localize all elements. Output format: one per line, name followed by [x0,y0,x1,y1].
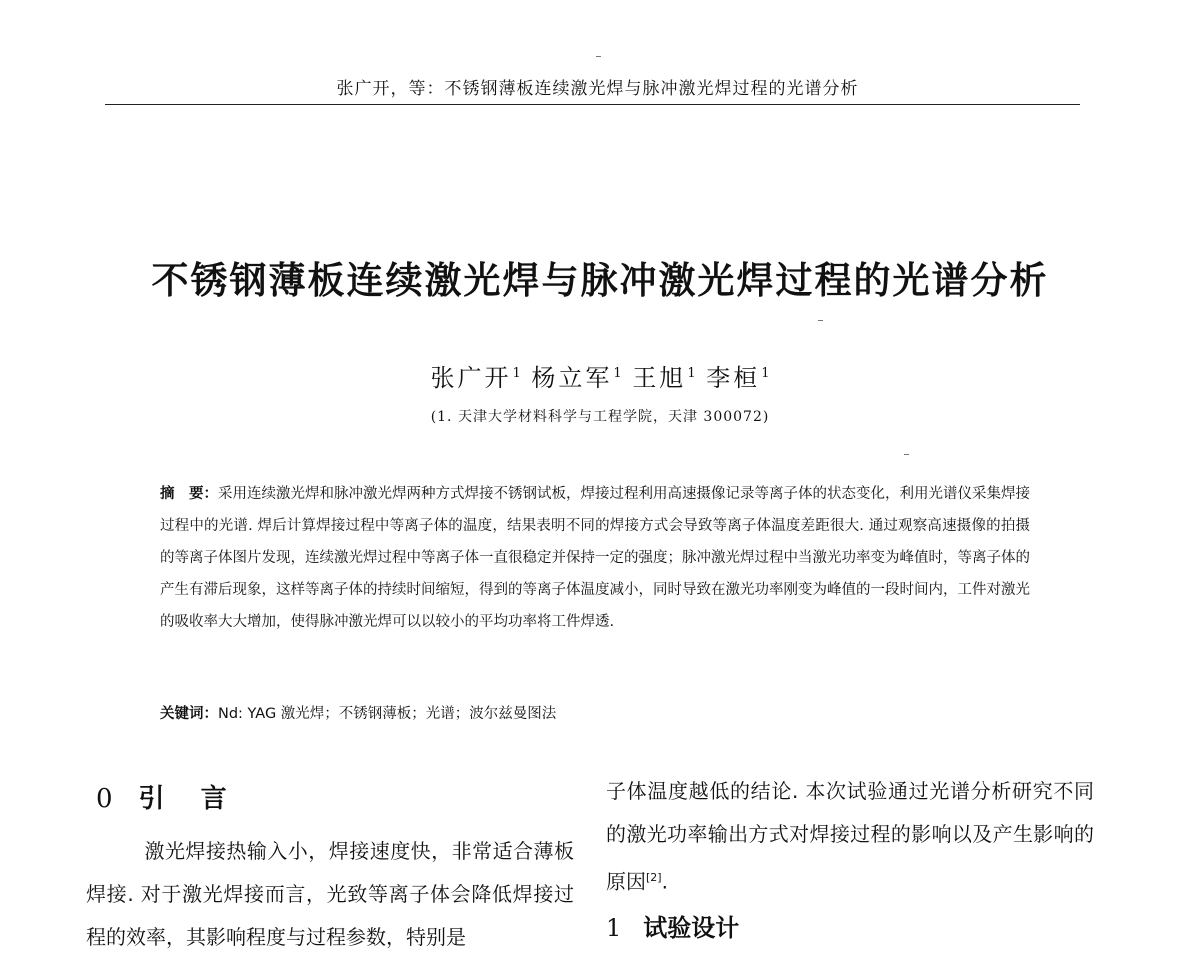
right-column-paragraph [606,770,1094,904]
abstract [160,478,1030,638]
scan-speck [818,320,823,321]
scan-speck [596,56,601,57]
author-list [300,358,900,393]
section-title-part: 引 [138,784,165,814]
keywords-label: 关键词： [160,706,218,722]
abstract-label: 摘 要： [160,486,218,502]
abstract-text: 采用连续激光焊和脉冲激光焊两种方式焊接不锈钢试板，焊接过程利用高速摄像记录等离子体的状态变化，利用光谱仪采集焊接过程中的光谱. 焊后计算焊接过程中等离子体的温度，结果表明不同的焊接方式会导致等离子体温度差距很大. 通过观察高速摄像的拍摄的等离子体图片发现，连续激光焊过程中等离子体一直很稳定并保持一定的强度；脉冲激光焊过程中当激光功率变为峰值时，等离子体的产生有滞后现象，这样等离子体的持续时间缩短，得到的等离子体温度减小，同时导致在激光功率刚变为峰值的一段时间内，工件对激光的吸收率大大增加，使得脉冲激光焊可以以较小的平均功率将工件焊透. [160,486,1030,630]
author-affiliation-mark: 1 [613,366,622,381]
section-title-part: 言 [200,784,227,814]
running-header: 张广开，等：不锈钢薄板连续激光焊与脉冲激光焊过程的光谱分析 [336,79,859,99]
section-heading-experiment-design [606,908,739,943]
scan-speck [904,454,909,455]
author-name: 杨立军 [531,364,613,392]
section-number: 1 [606,914,622,942]
author-name: 王旭 [632,364,687,392]
section-heading-introduction [96,778,227,815]
citation: [2] [646,871,662,884]
author-affiliation-mark: 1 [761,366,770,381]
affiliation: (1. 天津大学材料科学与工程学院，天津 300072) [430,409,770,425]
section-title: 试验设计 [643,914,740,942]
author-name: 李桓 [706,364,761,392]
header-rule [105,104,1080,105]
paragraph-text: 激光焊接热输入小，焊接速度快，非常适合薄板焊接. 对于激光焊接而言，光致等离子体会降低焊接过程的效率，其影响程度与过程参数，特别是 [86,839,574,949]
author-affiliation-mark: 1 [512,366,521,381]
keywords [160,702,1030,723]
left-column-paragraph [86,830,574,959]
author-affiliation-mark: 1 [687,366,696,381]
paper-title: 不锈钢薄板连续激光焊与脉冲激光焊过程的光谱分析 [151,259,1049,302]
paragraph-end: . [661,869,668,894]
keywords-text: Nd: YAG 激光焊；不锈钢薄板；光谱；波尔兹曼图法 [218,706,557,722]
paragraph-text: 子体温度越低的结论. 本次试验通过光谱分析研究不同的激光功率输出方式对焊接过程的影响以及产生影响的原因 [606,779,1094,894]
author-name: 张广开 [430,364,512,392]
section-number: 0 [96,784,113,814]
